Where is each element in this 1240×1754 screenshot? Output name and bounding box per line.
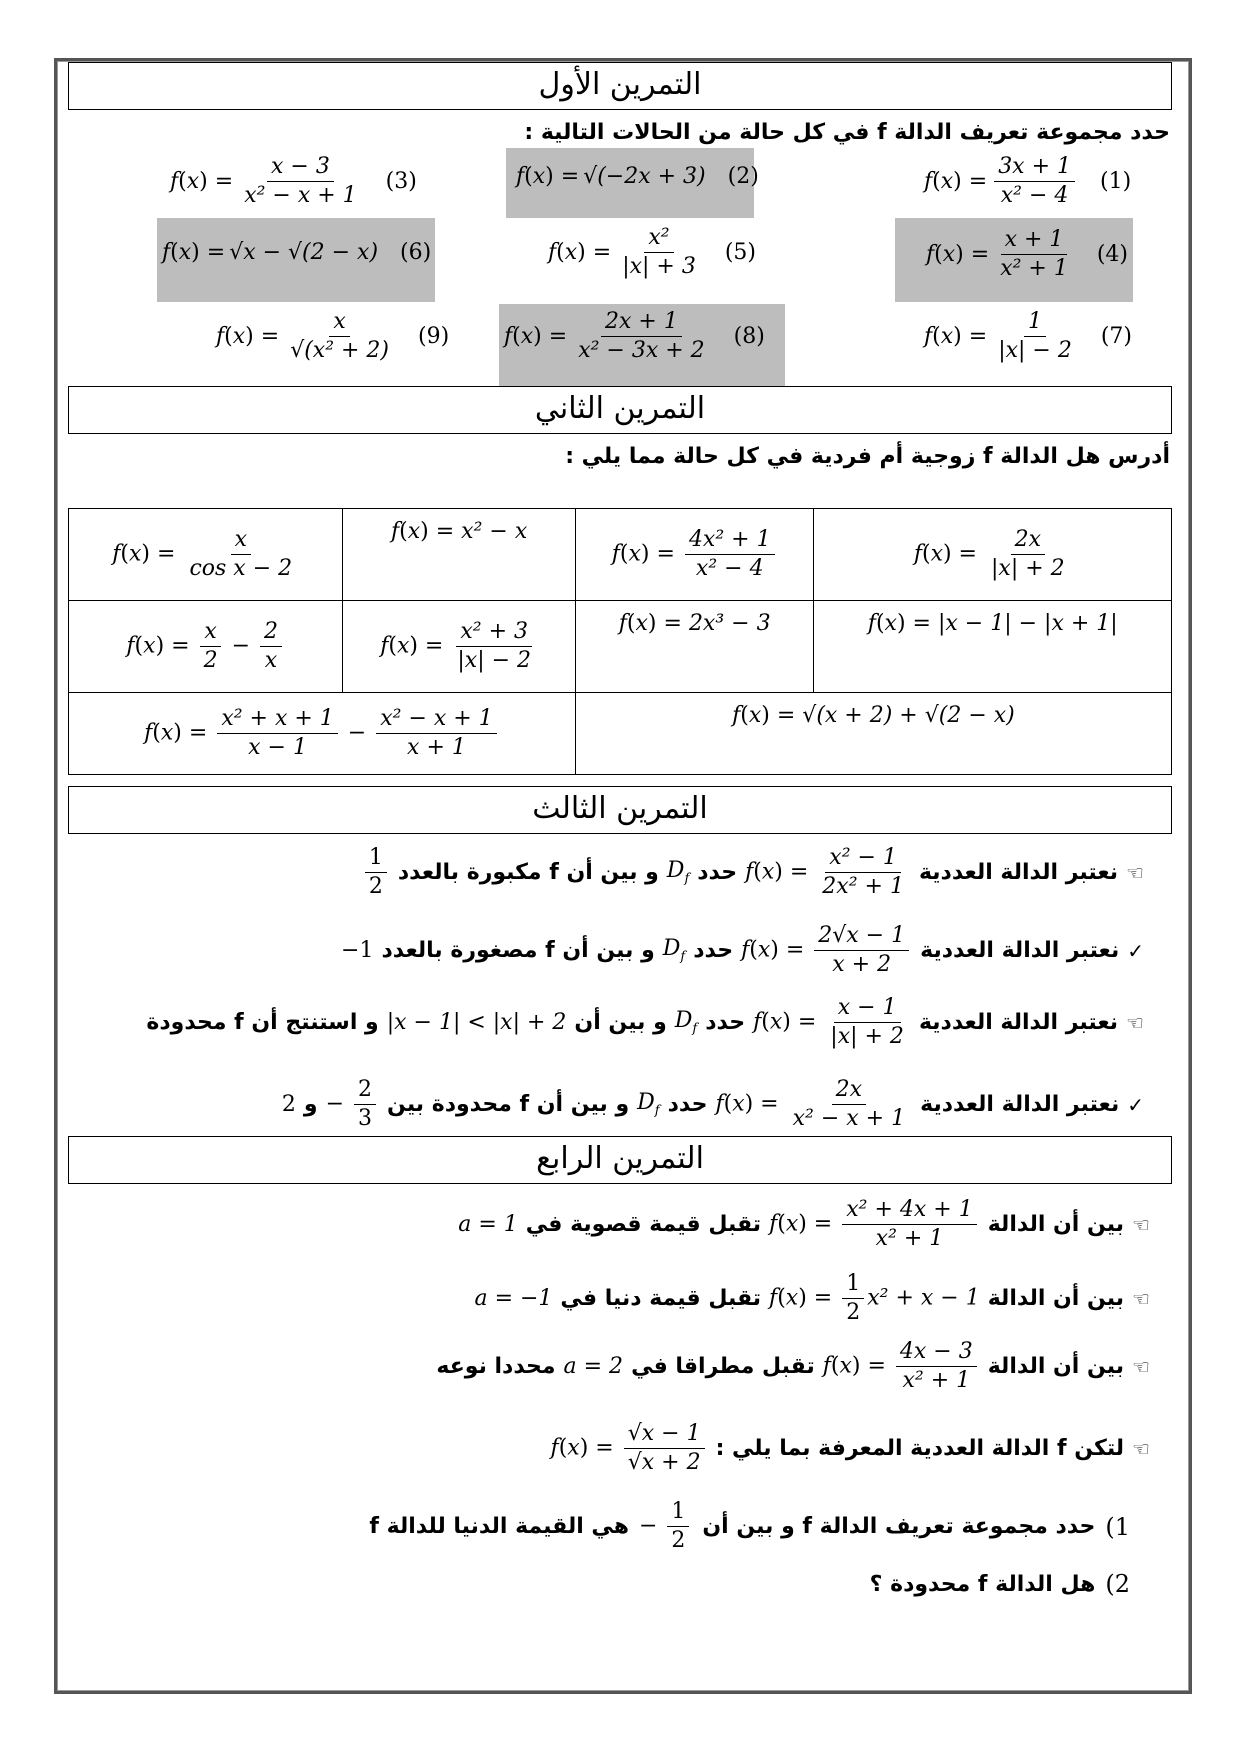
item-label: (2) [727,164,759,189]
denominator: 2 [203,648,218,673]
ex2-instruction: أدرس هل الدالة f زوجية أم فردية في كل حالة مما يلي : [565,444,1170,469]
bound-value: −1 [341,938,374,964]
denominator: x² + 1 [902,1368,971,1394]
denominator: |x| + 3 [622,254,696,280]
sub-number: 1) [1105,1512,1130,1541]
q1-text-b: تقبل قيمة قصوية في [525,1212,762,1238]
ex1-instruction: حدد مجموعة تعريف الدالة f في كل حالة من الحالات التالية : [524,120,1170,145]
item-label: (7) [1100,324,1133,350]
table-row [69,601,1172,693]
table-cell: f(x) = $\frac{\text{x² + 3}}{|x| - 2}$ [343,601,575,693]
q3-text-c: محددا نوعه [436,1354,556,1380]
hand-pointer-icon: ☜ [1132,1286,1150,1311]
point: a = 2 [563,1354,624,1380]
denominator: x² − 3x + 2 [578,338,705,364]
q2-text-b: تقبل قيمة دنيا في [560,1286,762,1312]
numerator: 2√x − 1 [814,924,909,951]
denominator: 2 [671,1528,686,1554]
expression: √(x + 2) + √(2 − x) [802,703,1015,728]
item-label: (8) [733,324,765,350]
numerator: x − 3 [267,155,334,182]
denominator: x² + 1 [875,1226,944,1252]
denominator: x [264,648,278,673]
q4-text-b: حدد [667,1092,708,1118]
denominator: 2x² + 1 [822,874,904,900]
ex1-item-7: f(x) = $\frac{1}{|x| - 2}$ (7) [924,309,1133,364]
ex4-q1: ☜ بين أن الدالة f(x) = $\frac{\text{x² + 4x + 1}}{\text{x² + 1}}$ تقبل قيمة قصوية في a = 1 [458,1197,1150,1252]
ex2-title-box [68,386,1172,434]
numerator: x² − 1 [825,846,901,873]
ex4-sub2 [870,1570,1130,1598]
numerator: 2x [832,1078,866,1105]
item-label: (5) [724,240,757,266]
inequality: |x − 1| < |x| + 2 [386,1010,567,1036]
table-cell: f(x) = 2x³ − 3 [575,601,814,693]
point: a = 1 [458,1212,518,1238]
table-cell: f(x) = $\frac{\text{4x² + 1}}{\text{x² − 4}}$ [575,509,814,601]
sub1-text: حدد مجموعة تعريف الدالة f و بين أن [702,1514,1096,1540]
numerator: 1 [365,846,387,873]
hand-pointer-icon: ☜ [1132,1436,1150,1461]
ex2-table [68,508,1172,775]
item-label: (4) [1096,242,1129,268]
table-cell: f(x) = $\frac{x}{2}$ − $\frac{2}{x}$ [69,601,343,693]
numerator: x² [644,226,673,253]
q4-text-c: و بين أن f محدودة بين [387,1092,630,1118]
item-label: (1) [1100,169,1132,195]
ex3-title: التمرين الثالث [532,791,708,826]
denominator: x² − 4 [695,556,764,581]
q1-text-a: نعتبر الدالة العددية [918,860,1119,886]
q3-text-a: نعتبر الدالة العددية [918,1010,1119,1036]
table-cell: f(x) = $\frac{\text{x² + x + 1}}{x - 1}$ − $\frac{\text{x² − x + 1}}{x + 1}$ [69,693,576,775]
hand-pointer-icon: ☜ [1126,860,1144,885]
denominator: x + 2 [832,952,892,978]
numerator: 1 [667,1500,689,1527]
numerator: 2 [354,1078,376,1105]
domain-symbol: D [674,1008,693,1034]
point: a = −1 [474,1286,553,1312]
ex3-q4: ✓ نعتبر الدالة العددية f(x) = $\frac{2x}{\text{x² − x + 1}}$ حدد $D_f$ و بين أن f محدودة بين − $\frac{2}{3}$ و 2 [281,1077,1144,1132]
numerator: x² + 3 [456,620,532,647]
q2-text-b: حدد [693,938,734,964]
ex1-item-3: f(x) = $\frac{x - 3}{\text{x² − x + 1}}$ (3) [170,154,417,209]
q1-text-c: و بين أن f مكبورة بالعدد [397,860,659,886]
ex4-title: التمرين الرابع [536,1141,704,1176]
numerator: x [329,310,349,337]
ex4-q4: ☜ لتكن f الدالة العددية المعرفة بما يلي : f(x) = $\frac{√x - 1}{√x + 2}$ [550,1421,1150,1476]
check-icon: ✓ [1127,1092,1144,1117]
q2-text-c: و بين أن f مصغورة بالعدد [381,938,655,964]
denominator: |x| + 2 [830,1024,904,1050]
numerator: 4x − 3 [896,1340,977,1367]
numerator: x [200,620,220,647]
ex4-title-box [68,1136,1172,1184]
numerator: x + 1 [1001,228,1068,255]
ex3-q1: ☜ نعتبر الدالة العددية f(x) = $\frac{\text{x² − 1}}{\text{2x² + 1}}$ حدد $D_f$ و بين أن f مكبورة بالعدد $\frac{1}{2}$ [362,846,1144,899]
numerator: x − 1 [834,996,901,1023]
ex1-item-1: f(x) = $\frac{3x + 1}{\text{x² − 4}}$ (1) [924,154,1132,209]
domain-symbol: D [637,1090,655,1116]
q2-text-a: نعتبر الدالة العددية [920,938,1120,964]
item-label: (6) [400,240,432,265]
numerator: 4x² + 1 [685,528,775,555]
table-cell: f(x) = √(x + 2) + √(2 − x) [575,693,1171,775]
numerator: x² + 4x + 1 [842,1198,976,1225]
q4-text-a: نعتبر الدالة العددية [920,1092,1120,1118]
q4-text-a: لتكن f الدالة العددية المعرفة بما يلي : [715,1436,1125,1462]
table-row [69,693,1172,775]
numerator: 2x + 1 [601,310,682,337]
numerator: 3x + 1 [994,155,1075,182]
expression: √x − √(2 − x) [229,240,379,265]
table-cell: f(x) = x² − x [343,509,575,601]
denominator: 2 [368,874,383,900]
and-word: و [303,1092,318,1118]
ex1-item-6: f(x) = √x − √(2 − x) (6) [162,240,432,265]
q1-text-a: بين أن الدالة [987,1212,1125,1238]
ex4-sub1: 1) حدد مجموعة تعريف الدالة f و بين أن − $\frac{1}{2}$ هي القيمة الدنيا للدالة f [369,1499,1130,1554]
q3-text-d: و استنتج أن f محدودة [146,1010,379,1036]
q3-text-a: بين أن الدالة [987,1354,1125,1380]
ex3-q3: ☜ نعتبر الدالة العددية f(x) = $\frac{x - 1}{|x| + 2}$ حدد $D_f$ و بين أن |x − 1| < |x| + 2 و استنتج أن f محدودة [146,995,1144,1050]
table-cell: f(x) = |x − 1| − |x + 1| [814,601,1172,693]
table-cell: f(x) = $\frac{2x}{|x| + 2}$ [814,509,1172,601]
denominator: |x| − 2 [998,338,1072,364]
denominator: 3 [358,1106,373,1132]
numerator: x² + x + 1 [217,707,337,734]
table-row [69,509,1172,601]
hand-pointer-icon: ☜ [1132,1354,1150,1379]
ex3-title-box [68,786,1172,834]
denominator: cos x − 2 [189,556,293,581]
denominator: √(x² + 2) [290,338,390,364]
ex3-q2: ✓ نعتبر الدالة العددية f(x) = $\frac{2√x - 1}{x + 2}$ حدد $D_f$ و بين أن f مصغورة بالعدد −1 [341,923,1144,978]
ex4-q3: ☜ بين أن الدالة f(x) = $\frac{4x - 3}{\text{x² + 1}}$ تقبل مطراقا في a = 2 محددا نوعه [436,1339,1150,1394]
numerator: 2x [1011,528,1045,555]
denominator: x + 1 [407,735,466,760]
ex1-item-9: f(x) = $\frac{x}{\text{√(x² + 2)}}$ (9) [216,309,450,364]
sub-number: 2) [1105,1570,1130,1598]
denominator: x² + 1 [1000,256,1068,282]
hand-pointer-icon: ☜ [1126,1010,1144,1035]
numerator: x² − x + 1 [376,707,496,734]
item-label: (3) [385,169,417,195]
denominator: x² − 4 [1000,183,1069,209]
numerator: 1 [1024,310,1046,337]
denominator: x − 1 [248,735,307,760]
domain-symbol: D [662,936,681,962]
numerator: x [231,528,251,555]
sub1-text-b: هي القيمة الدنيا للدالة f [369,1514,629,1540]
denominator: x² − x + 1 [792,1106,906,1132]
sub2-text: هل الدالة f محدودة ؟ [869,1571,1096,1597]
q2-text-a: بين أن الدالة [987,1286,1125,1312]
numerator: √x − 1 [624,1422,705,1449]
hand-pointer-icon: ☜ [1132,1212,1150,1237]
ex1-item-5: f(x) = $\frac{\text{x²}}{|x| + 3}$ (5) [548,225,757,280]
table-cell: f(x) = $\frac{x}{\text{cos x − 2}}$ [69,509,343,601]
denominator: |x| − 2 [457,648,532,673]
expression: x² − x [461,519,528,544]
q3-text-c: و بين أن [574,1010,667,1036]
expression-tail: x² + x − 1 [867,1285,980,1311]
upper-bound: 2 [281,1092,296,1118]
denominator: x² − x + 1 [244,183,357,209]
ex1-title-box [68,62,1172,110]
denominator: |x| + 2 [991,556,1065,581]
numerator: 2 [260,620,282,647]
ex1-item-2: f(x) = √(−2x + 3) (2) [516,164,759,189]
expression: |x − 1| − |x + 1| [937,611,1118,636]
expression: 2x³ − 3 [688,611,771,636]
ex4-q2: ☜ بين أن الدالة f(x) = $\frac{1}{2}$ x² + x − 1 تقبل قيمة دنيا في a = −1 [474,1271,1150,1326]
expression: √(−2x + 3) [583,164,706,189]
q1-text-b: حدد [697,860,738,886]
check-icon: ✓ [1127,938,1144,963]
ex1-item-8: f(x) = $\frac{2x + 1}{\text{x² − 3x + 2}}$ (8) [504,309,765,364]
domain-symbol: D [666,858,685,884]
ex2-title: التمرين الثاني [534,391,706,426]
denominator: √x + 2 [627,1450,701,1476]
q3-text-b: حدد [705,1010,746,1036]
ex1-item-4: f(x) = $\frac{x + 1}{\text{x² + 1}}$ (4) [926,227,1129,282]
ex1-title: التمرين الأول [538,67,702,102]
q3-text-b: تقبل مطراقا في [631,1354,815,1380]
item-label: (9) [418,324,450,350]
